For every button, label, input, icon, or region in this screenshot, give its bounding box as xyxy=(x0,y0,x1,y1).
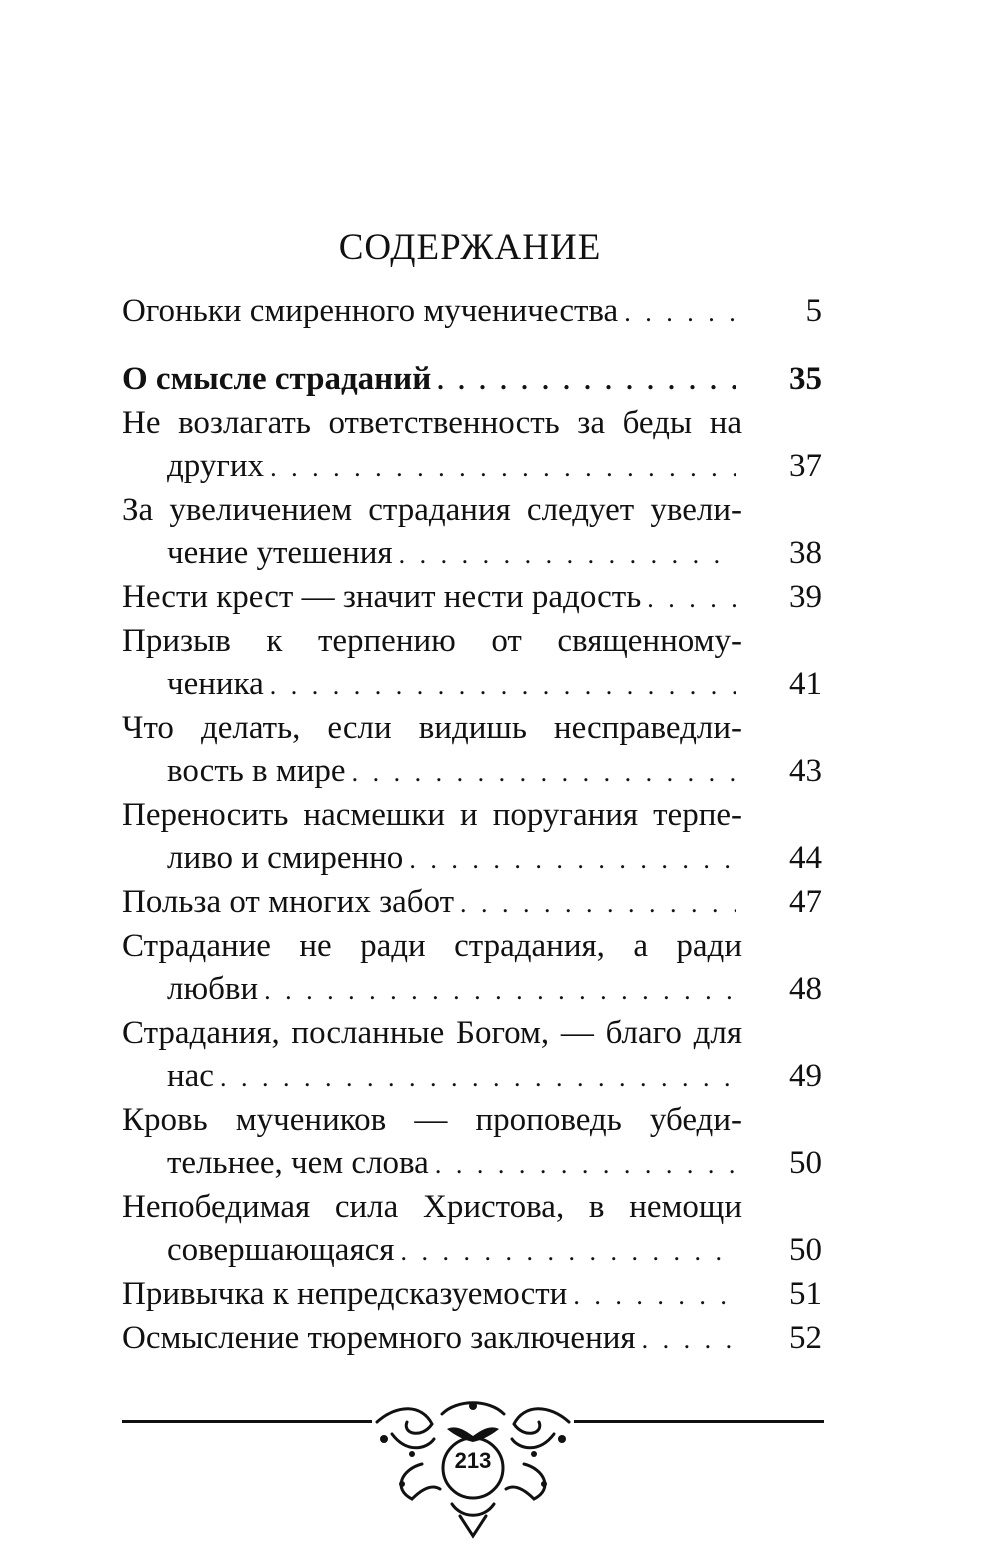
toc-entry-text: вость в мире xyxy=(167,753,346,789)
toc-entry-text: тельнее, чем слова xyxy=(167,1145,429,1181)
toc-entry[interactable] xyxy=(122,576,822,620)
toc-entry[interactable] xyxy=(122,881,822,925)
toc-entry-text: Осмысление тюремного заключения xyxy=(122,1320,636,1356)
dot-leader xyxy=(399,533,736,576)
dot-leader xyxy=(220,1056,736,1099)
toc-entry-text: чение утешения xyxy=(167,535,393,571)
dot-leader xyxy=(400,1230,736,1273)
toc-entry-text: других xyxy=(167,448,265,484)
toc-entry[interactable] xyxy=(122,707,822,794)
dot-leader xyxy=(409,838,736,881)
dot-leader xyxy=(270,664,736,707)
toc-entry[interactable] xyxy=(122,402,822,489)
toc-page-number: 41 xyxy=(789,666,822,702)
toc-entry-text: Нести крест — значит нести радость xyxy=(122,579,642,615)
toc-entry-text: Не возлагать ответственность за беды на xyxy=(122,405,742,441)
dot-leader xyxy=(270,446,736,489)
toc-entry-text: Польза от многих забот xyxy=(122,884,455,920)
toc-page-number: 52 xyxy=(789,1320,822,1356)
dot-leader xyxy=(435,1143,736,1186)
toc-page-number: 38 xyxy=(789,535,822,571)
toc-entry-text: Непобедимая сила Христова, в немощи xyxy=(122,1189,742,1225)
toc-entry-text: любви xyxy=(167,971,259,1007)
toc-entry-text: нас xyxy=(167,1058,214,1094)
dot-leader xyxy=(352,751,736,794)
toc-entry[interactable] xyxy=(122,1317,822,1361)
dot-leader xyxy=(642,1318,736,1361)
toc-entry[interactable] xyxy=(122,290,822,334)
toc-page-number: 50 xyxy=(789,1232,822,1268)
dot-leader xyxy=(264,969,736,1012)
toc-page-number: 5 xyxy=(805,293,822,329)
toc-entry[interactable] xyxy=(122,1012,822,1099)
toc-entry-text: ченика xyxy=(167,666,264,702)
toc-entry-text: Огоньки смиренного мученичества xyxy=(122,293,619,329)
toc-entry-text: О смысле страданий xyxy=(122,361,432,397)
toc-entry-text: ливо и смиренно xyxy=(167,840,404,876)
toc-entry[interactable] xyxy=(122,489,822,576)
toc-entry[interactable] xyxy=(122,1186,822,1273)
toc-page-number: 44 xyxy=(789,840,822,876)
dot-leader xyxy=(460,882,736,925)
toc-spacer xyxy=(122,334,822,358)
toc-entry-text: За увеличением страдания следует увели- xyxy=(122,492,742,528)
page-number: 213 xyxy=(454,1448,492,1473)
dot-leader xyxy=(437,359,736,402)
toc-entry-text: Страдание не ради страдания, а ради xyxy=(122,928,742,964)
toc-entry-text: Страдания, посланные Богом, — благо для xyxy=(122,1015,742,1051)
toc-entry-text: Призыв к терпению от священному- xyxy=(122,623,742,659)
toc-page-number: 43 xyxy=(789,753,822,789)
dot-leader xyxy=(624,291,736,334)
table-of-contents xyxy=(122,290,822,1361)
toc-entry-text: Что делать, если видишь несправедли- xyxy=(122,710,742,746)
toc-entry[interactable] xyxy=(122,620,822,707)
toc-page-number: 47 xyxy=(789,884,822,920)
toc-entry[interactable] xyxy=(122,358,822,402)
toc-entry[interactable] xyxy=(122,1099,822,1186)
toc-entry[interactable] xyxy=(122,794,822,881)
toc-entry-text: совершающаяся xyxy=(167,1232,395,1268)
page-title: СОДЕРЖАНИЕ xyxy=(338,227,602,268)
toc-page-number: 35 xyxy=(789,361,822,397)
toc-entry[interactable] xyxy=(122,1273,822,1317)
toc-entry[interactable] xyxy=(122,925,822,1012)
toc-page-number: 51 xyxy=(789,1276,822,1312)
toc-page-number: 50 xyxy=(789,1145,822,1181)
page-footer xyxy=(122,1394,824,1544)
dot-leader xyxy=(647,577,736,620)
toc-page-number: 39 xyxy=(789,579,822,615)
toc-page-number: 48 xyxy=(789,971,822,1007)
toc-page-number: 49 xyxy=(789,1058,822,1094)
toc-entry-text: Переносить насмешки и поругания терпе- xyxy=(122,797,742,833)
toc-entry-text: Привычка к непредсказуемости xyxy=(122,1276,568,1312)
toc-entry-text: Кровь мучеников — проповедь убеди- xyxy=(122,1102,742,1138)
toc-page-number: 37 xyxy=(789,448,822,484)
dot-leader xyxy=(573,1274,736,1317)
